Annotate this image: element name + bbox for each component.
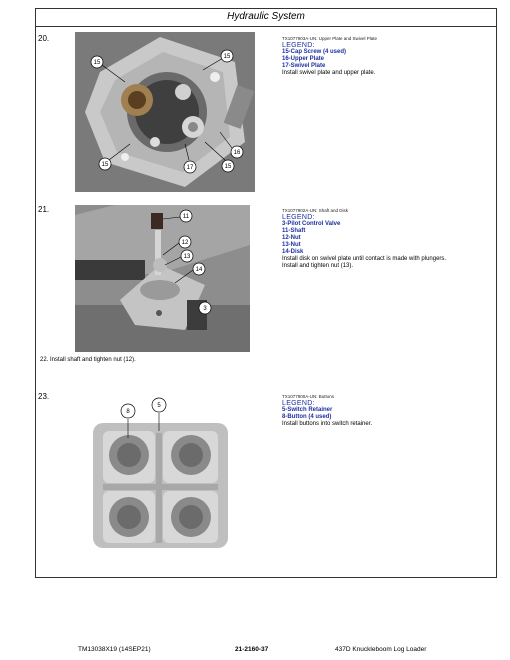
caption-step-23 — [282, 393, 492, 428]
figure-buttons — [88, 393, 230, 551]
legend-item: 15-Cap Screw (4 used) — [282, 49, 347, 55]
callout-17-label: 17 — [186, 165, 194, 171]
callout-15-c-label: 15 — [101, 162, 109, 168]
caption-step-20 — [282, 35, 492, 77]
header-divider — [36, 26, 496, 27]
legend-item: 17-Swivel Plate — [282, 63, 326, 69]
callout-3-label: 3 — [203, 306, 207, 312]
callout-8-label: 8 — [126, 409, 130, 415]
legend-item: 16-Upper Plate — [282, 56, 325, 62]
footer-page-number: 21-2160-37 — [235, 646, 269, 653]
section-title: Hydraulic System — [227, 11, 305, 22]
callout-15-d-label: 15 — [224, 164, 232, 170]
figure-shaft-and-disk — [75, 205, 250, 352]
legend-item: 3-Pilot Control Valve — [282, 221, 341, 227]
footer-doc-id: TM13038X19 (14SEP21) — [78, 646, 151, 653]
step-number-20: 20. — [38, 34, 50, 43]
callout-5-label: 5 — [157, 403, 161, 409]
legend-item: 5-Switch Retainer — [282, 407, 333, 413]
callout-15-b-label: 15 — [223, 54, 231, 60]
callout-15-a-label: 15 — [93, 60, 101, 66]
footer-model-name: 437D Knuckleboom Log Loader — [335, 646, 427, 653]
legend-title: LEGEND: — [282, 214, 315, 221]
instruction-text: Install buttons into switch retainer. — [282, 421, 373, 427]
legend-item: 8-Button (4 used) — [282, 414, 332, 420]
figure-upper-plate-swivel-plate — [75, 32, 255, 192]
callout-layer-20 — [75, 32, 255, 192]
instruction-text: Install and tighten nut (13). — [282, 263, 354, 269]
figure-ref: TX1077902A-UN: Shaft and Disk — [282, 208, 349, 213]
legend-title: LEGEND: — [282, 400, 315, 407]
callout-12-label: 12 — [181, 240, 189, 246]
figure-ref: TX1077900A-UN: Buttons — [282, 394, 335, 399]
step-22 — [40, 357, 136, 363]
legend-item: 12-Nut — [282, 235, 301, 241]
figure-ref: TX1077903A-UN: Upper Plate and Swivel Plate — [282, 36, 378, 41]
callout-11-label: 11 — [182, 214, 190, 220]
legend-title: LEGEND: — [282, 42, 315, 49]
step-number-23: 23. — [38, 392, 50, 401]
legend-item: 11-Shaft — [282, 228, 306, 234]
callout-13-label: 13 — [183, 254, 191, 260]
callout-14-label: 14 — [195, 267, 203, 273]
callout-layer-23 — [88, 393, 230, 551]
caption-step-21 — [282, 207, 497, 270]
callout-16-label: 16 — [233, 150, 241, 156]
step-number-21: 21. — [38, 205, 50, 214]
instruction-text: Install swivel plate and upper plate. — [282, 70, 376, 76]
callout-layer-21 — [75, 205, 250, 352]
instruction-text: Install shaft and tighten nut (12). — [50, 357, 136, 363]
step-number-22: 22. — [40, 357, 49, 363]
legend-item: 13-Nut — [282, 242, 301, 248]
instruction-text: Install disk on swivel plate until contact is made with plungers. — [282, 256, 447, 262]
legend-item: 14-Disk — [282, 249, 304, 255]
